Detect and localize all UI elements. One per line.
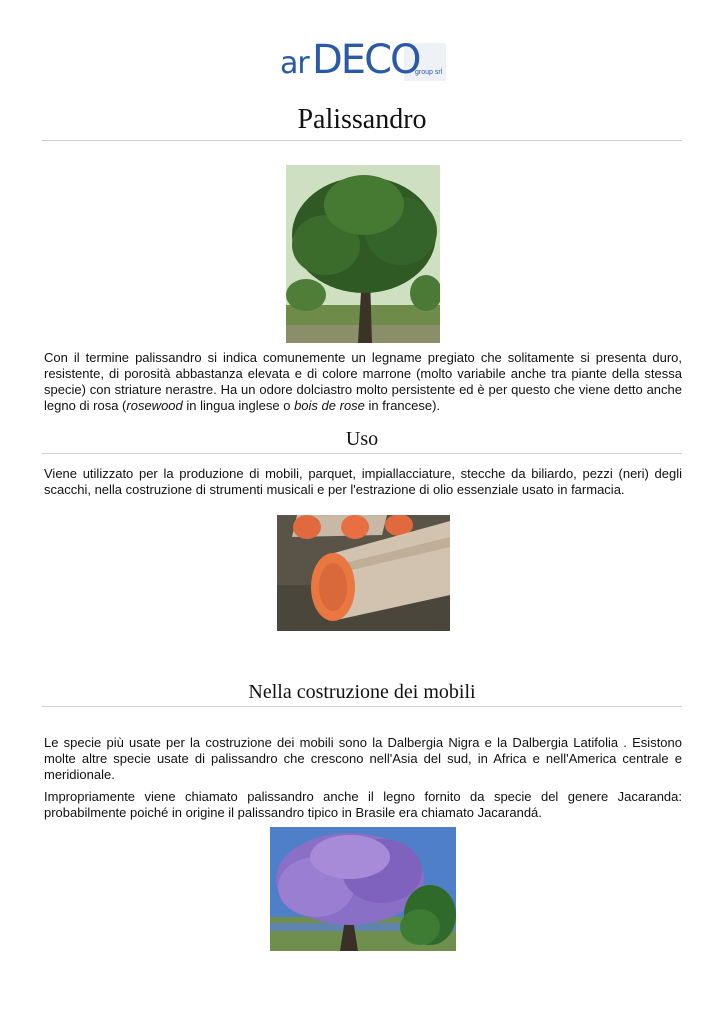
rosewood-term: rosewood (126, 398, 183, 413)
logs-image (277, 515, 450, 631)
jacaranda-tree-image (270, 827, 456, 951)
logo-main: DECO (312, 37, 420, 83)
uso-paragraph: Viene utilizzato per la produzione di mobili, parquet, impiallacciature, stecche da biliardo, pezzi (neri) degli scacchi, nella costruzione di strumenti musicali e per l'estrazione di olio essenziale usato in farmacia. (44, 466, 682, 497)
rosewood-tree-image (286, 165, 440, 343)
bois-de-rose-term: bois de rose (294, 398, 365, 413)
uso-heading: Uso (42, 428, 682, 454)
logo-suffix: group srl (415, 69, 443, 76)
logo-prefix: ar (280, 46, 309, 81)
ardeco-logo (278, 37, 458, 83)
mobili-paragraph-2: Impropriamente viene chiamato palissandro anche il legno fornito da specie del genere Jacaranda: probabilmente poiché in origine il palissandro tipico in Brasile era chiamato Jacarandá. (44, 789, 682, 820)
intro-paragraph: Con il termine palissandro si indica comunemente un legname pregiato che solitamente si presenta duro, resistente, di porosità abbastanza elevata e di colore marrone (molto variabile anche tra piante della stessa specie) con striature nerastre. Ha un odore dolciastro molto persistente ed è per questo che viene detto anche legno di rosa (rosewood in lingua inglese o bois de rose in francese). (44, 350, 682, 413)
mobili-paragraph-1: Le specie più usate per la costruzione dei mobili sono la Dalbergia Nigra e la Dalbergia Latifolia . Esistono molte altre specie usate di palissandro che crescono nell'Asia del sud, in Africa e nell'America centrale e meridionale. (44, 735, 682, 782)
mobili-heading: Nella costruzione dei mobili (42, 681, 682, 707)
page-title: Palissandro (42, 104, 682, 141)
